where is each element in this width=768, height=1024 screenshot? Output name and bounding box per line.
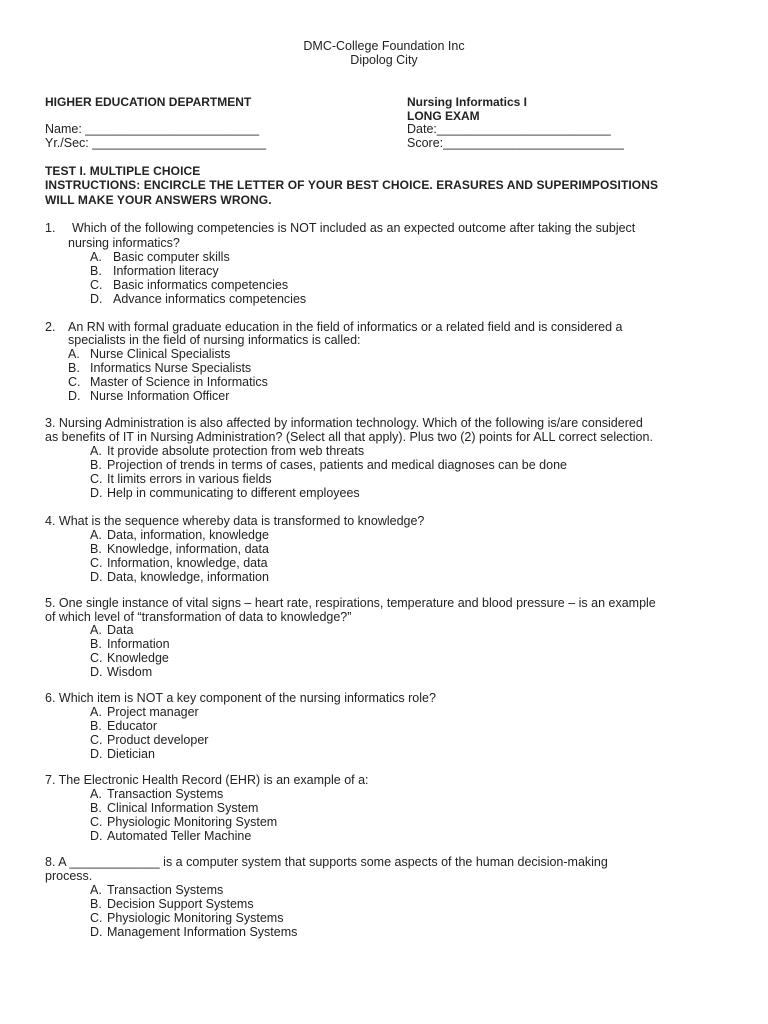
option-text: Automated Teller Machine [107,829,252,843]
option-letter: B. [90,897,102,911]
test-title: TEST I. MULTIPLE CHOICE [45,164,201,178]
question-6-option-b[interactable] [90,719,157,733]
option-letter: C. [90,472,103,486]
question-8-option-c[interactable] [90,911,283,925]
option-letter: C. [68,375,81,389]
subject-title: Nursing Informatics I [407,95,528,109]
option-letter: A. [90,705,102,719]
option-letter: C. [90,911,103,925]
question-1-option-b[interactable] [90,264,219,278]
option-text: Basic computer skills [113,250,230,264]
option-text: Master of Science in Informatics [90,375,268,389]
option-letter: D. [68,389,81,403]
question-2-text-cont: specialists in the field of nursing informatics is called: [68,333,361,347]
question-5-option-c[interactable] [90,651,169,665]
option-letter: D. [90,486,103,500]
option-letter: A. [68,347,80,361]
option-letter: B. [90,637,102,651]
question-1-text: Which of the following competencies is NOT included as an expected outcome after taking the subject [72,221,636,235]
question-8-text: 8. A _____________ is a computer system that supports some aspects of the human decision-making [45,855,608,869]
question-5-text-cont: of which level of “transformation of data to knowledge?” [45,610,352,624]
question-2-text: An RN with formal graduate education in the field of informatics or a related field and is considered a [68,320,623,334]
option-letter: C. [90,733,103,747]
question-8-text-cont: process. [45,869,93,883]
question-4-option-b[interactable] [90,542,269,556]
option-text: Informatics Nurse Specialists [90,361,252,375]
option-text: It limits errors in various fields [107,472,272,486]
question-5-option-b[interactable] [90,637,170,651]
option-letter: A. [90,250,102,264]
option-letter: B. [90,719,102,733]
question-1-text-cont: nursing informatics? [68,236,180,250]
name-field[interactable]: Name: _________________________ [45,122,260,136]
option-letter: C. [90,278,103,292]
question-8-option-a[interactable] [90,883,223,897]
option-text: Nurse Clinical Specialists [90,347,231,361]
option-text: Clinical Information System [107,801,259,815]
question-4-option-c[interactable] [90,556,268,570]
question-5-text: 5. One single instance of vital signs – heart rate, respirations, temperature and blood pressure – is an example [45,596,656,610]
question-7-option-c[interactable] [90,815,277,829]
option-text: Data, knowledge, information [107,570,269,584]
question-7-text: 7. The Electronic Health Record (EHR) is an example of a: [45,773,369,787]
question-1-option-d[interactable] [90,292,306,306]
option-letter: C. [90,651,103,665]
question-3-option-c[interactable] [90,472,272,486]
question-1-number: 1. [45,221,56,235]
question-2-option-b[interactable] [68,361,251,375]
institution-name: DMC-College Foundation Inc [303,39,465,53]
option-text: Help in communicating to different employees [107,486,360,500]
option-text: Transaction Systems [107,787,224,801]
question-3-option-b[interactable] [90,458,567,472]
option-text: Decision Support Systems [107,897,254,911]
option-letter: C. [90,815,103,829]
option-letter: A. [90,623,102,637]
option-text: Information literacy [113,264,219,278]
question-3-text: 3. Nursing Administration is also affected by information technology. Which of the following is/are considered [45,416,643,430]
question-4-text: 4. What is the sequence whereby data is transformed to knowledge? [45,514,425,528]
option-text: Advance informatics competencies [113,292,307,306]
question-3-option-a[interactable] [90,444,364,458]
option-letter: D. [90,829,103,843]
option-letter: D. [90,665,103,679]
question-2-option-c[interactable] [68,375,268,389]
question-1-option-a[interactable] [90,250,230,264]
question-7-option-b[interactable] [90,801,258,815]
question-5-option-a[interactable] [90,623,133,637]
option-letter: B. [90,542,102,556]
question-8-option-d[interactable] [90,925,297,939]
option-letter: D. [90,925,103,939]
option-text: Management Information Systems [107,925,298,939]
option-letter: C. [90,556,103,570]
option-text: Knowledge [107,651,169,665]
score-field[interactable]: Score:__________________________ [407,136,624,150]
date-field[interactable]: Date:_________________________ [407,122,611,136]
option-text: Basic informatics competencies [113,278,289,292]
option-text: Physiologic Monitoring Systems [107,911,284,925]
question-3-option-d[interactable] [90,486,360,500]
instructions: INSTRUCTIONS: ENCIRCLE THE LETTER OF YOUR BEST CHOICE. ERASURES AND SUPERIMPOSITIONS WILL MAKE YOUR ANSWERS WRONG. [45,178,659,207]
question-8-option-b[interactable] [90,897,254,911]
option-text: Wisdom [107,665,153,679]
question-1-option-c[interactable] [90,278,288,292]
option-letter: D. [90,292,103,306]
question-4-option-a[interactable] [90,528,269,542]
option-text: Educator [107,719,158,733]
option-letter: A. [90,444,102,458]
question-6-option-c[interactable] [90,733,208,747]
option-text: Information, knowledge, data [107,556,268,570]
option-text: Data, information, knowledge [107,528,269,542]
question-3-text-cont: as benefits of IT in Nursing Administration? (Select all that apply). Plus two (2) points for ALL correct selection. [45,430,653,444]
option-letter: D. [90,570,103,584]
question-7-option-a[interactable] [90,787,223,801]
question-2-option-a[interactable] [68,347,230,361]
question-4-option-d[interactable] [90,570,269,584]
option-text: Dietician [107,747,155,761]
option-text: Project manager [107,705,199,719]
option-text: Physiologic Monitoring System [107,815,278,829]
department-title: HIGHER EDUCATION DEPARTMENT [45,95,252,109]
question-7-option-d[interactable] [90,829,251,843]
question-6-text: 6. Which item is NOT a key component of the nursing informatics role? [45,691,436,705]
institution-city: Dipolog City [350,53,418,67]
question-2-option-d[interactable] [68,389,229,403]
option-letter: B. [68,361,80,375]
yrsec-field[interactable]: Yr./Sec: _________________________ [45,136,267,150]
option-letter: D. [90,747,103,761]
option-letter: A. [90,787,102,801]
option-text: Product developer [107,733,209,747]
option-text: Transaction Systems [107,883,224,897]
option-letter: B. [90,264,102,278]
option-letter: A. [90,883,102,897]
option-text: Projection of trends in terms of cases, patients and medical diagnoses can be done [107,458,567,472]
question-2-number: 2. [45,320,56,334]
question-6-option-d[interactable] [90,747,155,761]
question-5-option-d[interactable] [90,665,152,679]
option-letter: A. [90,528,102,542]
option-text: Information [107,637,170,651]
option-text: It provide absolute protection from web threats [107,444,365,458]
exam-title: LONG EXAM [407,109,480,123]
question-6-option-a[interactable] [90,705,199,719]
option-letter: B. [90,801,102,815]
option-text: Nurse Information Officer [90,389,230,403]
option-text: Data [107,623,134,637]
option-letter: B. [90,458,102,472]
option-text: Knowledge, information, data [107,542,269,556]
